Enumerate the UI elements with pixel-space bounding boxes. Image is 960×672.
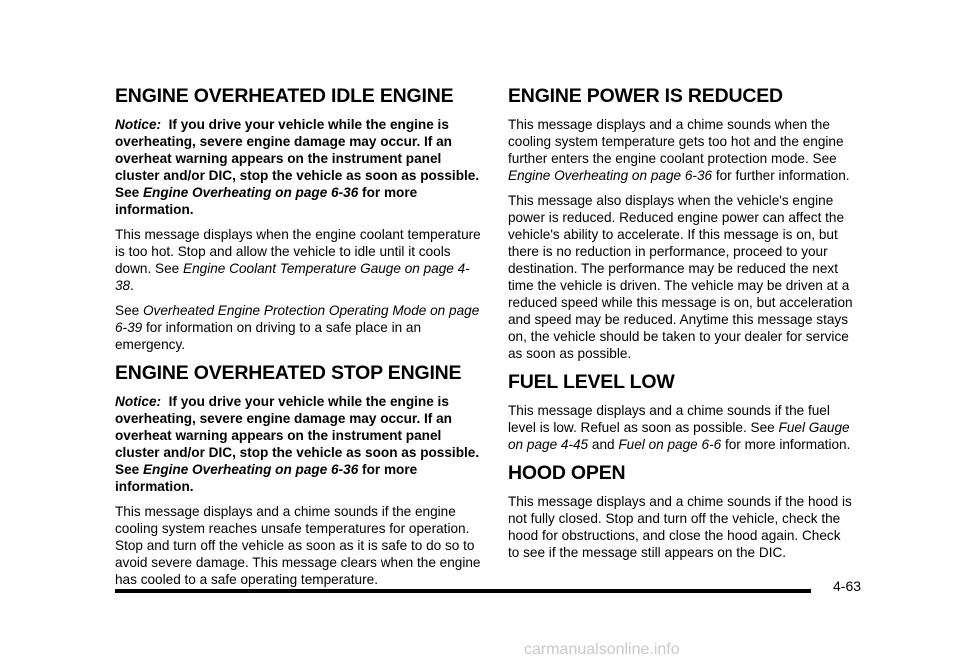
section-title-power-reduced: ENGINE POWER IS REDUCED — [508, 85, 783, 107]
cross-reference-link[interactable]: Engine Overheating on page 6-36 — [508, 168, 713, 183]
footer-rule — [115, 589, 811, 593]
section-title-fuel-level-low: FUEL LEVEL LOW — [508, 371, 675, 393]
notice-text: If you drive your vehicle while the engine is overheating, severe engine damage may occur. If an overheat warning appears on the instrument panel cluster and/or DIC, stop the vehicle as soon as possible. See — [115, 394, 480, 477]
notice-end: for more information. — [115, 185, 418, 217]
page-number: 4-63 — [833, 578, 862, 594]
body-paragraph — [508, 116, 853, 184]
notice-label: Notice: — [115, 117, 162, 132]
body-text: for further information. — [715, 168, 850, 183]
body-paragraph — [508, 402, 853, 453]
notice-paragraph — [115, 116, 481, 218]
body-paragraph — [115, 226, 481, 294]
cross-reference-link[interactable]: Overheated Engine Protection Operating Mode on page 6-39 — [115, 303, 480, 335]
body-text: for information on driving to a safe place in an emergency. — [115, 320, 422, 352]
left-column — [115, 84, 481, 596]
body-text: and — [591, 437, 615, 452]
body-text: This message displays when the engine coolant temperature is too hot. Stop and allow the vehicle to idle until it cools down. See — [115, 227, 481, 276]
watermark: carmanualsonline.info — [524, 641, 680, 658]
notice-paragraph — [115, 393, 481, 495]
body-paragraph — [115, 302, 481, 353]
body-text: See — [115, 303, 140, 318]
notice-label: Notice: — [115, 394, 162, 409]
cross-reference-link[interactable]: Engine Coolant Temperature Gauge on page 4-38 — [115, 261, 470, 293]
body-paragraph: This message displays and a chime sounds if the hood is not fully closed. Stop and turn off the vehicle, check the hood for obstructions, and close the hood again. Check to see if the message still appears on the DIC. — [508, 494, 852, 560]
body-paragraph: This message also displays when the vehicle's engine power is reduced. Reduced engine power can affect the vehicle's ability to accelerate. If this message is on, but there is no reduction in performance, proceed to your destination. The performance may be reduced the next time the vehicle is driven. The vehicle may be driven at a reduced speed while this message is on, but acceleration and speed may be reduced. Anytime this message stays on, the vehicle should be taken to your dealer for service as soon as possible. — [508, 193, 853, 361]
notice-end: for more information. — [115, 462, 418, 494]
section-title-hood-open: HOOD OPEN — [508, 462, 626, 484]
cross-reference-link[interactable]: Fuel Gauge on page 4-45 — [508, 420, 850, 452]
notice-text: If you drive your vehicle while the engine is overheating, severe engine damage may occur. If an overheat warning appears on the instrument panel cluster and/or DIC, stop the vehicle as soon as possible. See — [115, 117, 480, 200]
section-title-overheated-idle: ENGINE OVERHEATED IDLE ENGINE — [115, 85, 454, 107]
right-column — [508, 84, 853, 569]
body-text: This message displays and a chime sounds when the cooling system temperature gets too hot and the engine further enters the engine coolant protection mode. See — [508, 117, 844, 166]
body-text: This message displays and a chime sounds if the fuel level is low. Refuel as soon as possible. See — [508, 403, 830, 435]
body-text: . — [130, 278, 134, 293]
cross-reference-link[interactable]: Fuel on page 6-6 — [618, 437, 722, 452]
body-text: for more information. — [724, 437, 851, 452]
section-title-overheated-stop: ENGINE OVERHEATED STOP ENGINE — [115, 362, 462, 384]
body-paragraph: This message displays and a chime sounds if the engine cooling system reaches unsafe temperatures for operation. Stop and turn off the vehicle as soon as it is safe to do so to avoid severe damage. This message clears when the engine has cooled to a safe operating temperature. — [115, 504, 481, 587]
cross-reference-link[interactable]: Engine Overheating on page 6-36 — [142, 185, 359, 200]
cross-reference-link[interactable]: Engine Overheating on page 6-36 — [142, 462, 359, 477]
